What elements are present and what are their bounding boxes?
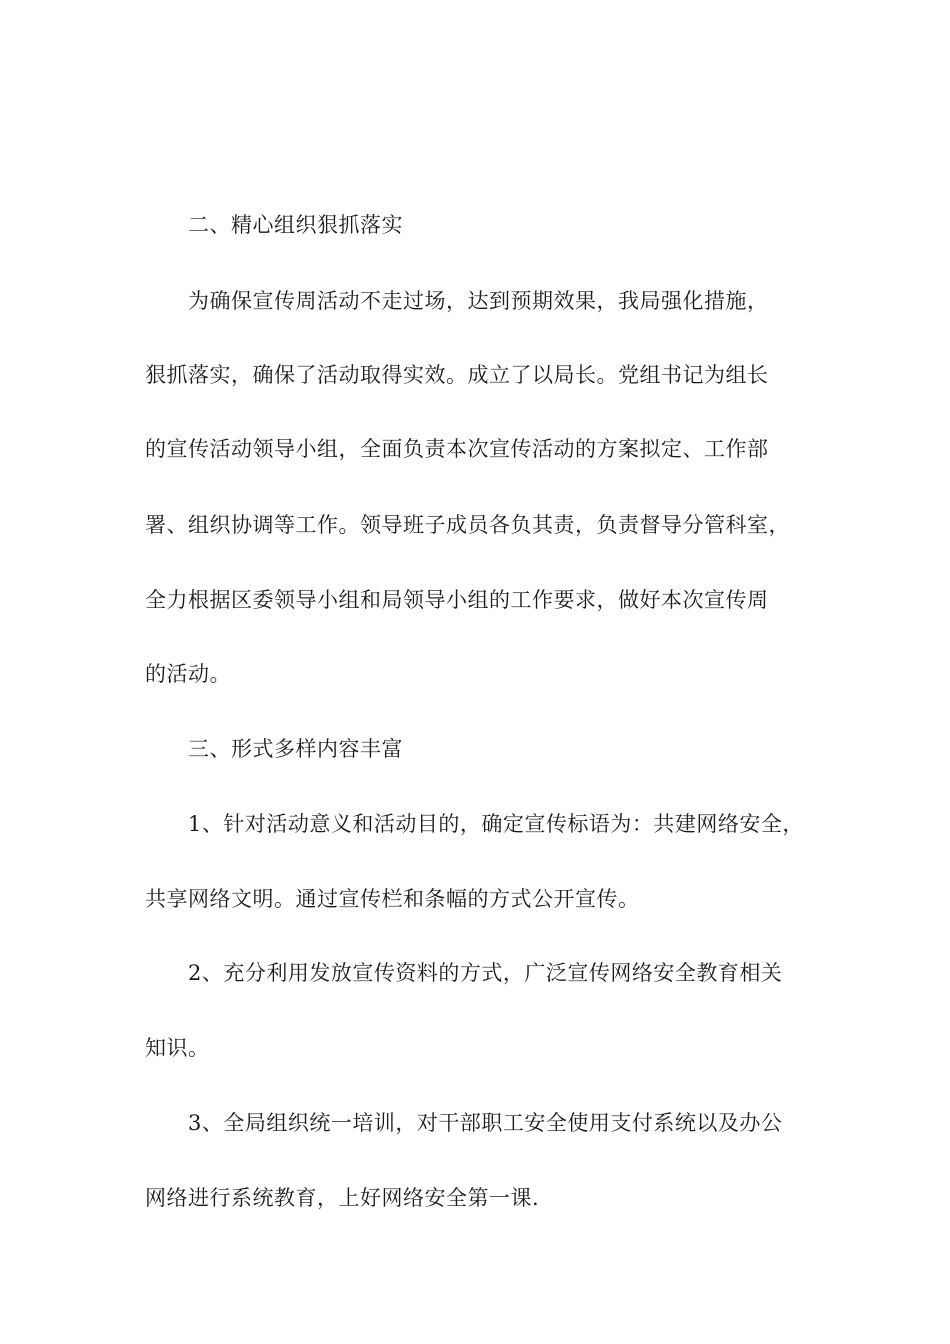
list-item-2: 2、充分利用发放宣传资料的方式，广泛宣传网络安全教育相关	[188, 961, 783, 985]
paragraph-line: 的宣传活动领导小组，全面负责本次宣传活动的方案拟定、工作部	[145, 437, 769, 461]
section-heading-3: 三、形式多样内容丰富	[188, 737, 403, 761]
list-item-2-continued: 知识。	[145, 1036, 210, 1060]
paragraph-line: 署、组织协调等工作。领导班子成员各负其责，负责督导分管科室，	[145, 513, 790, 537]
paragraph-line: 狠抓落实，确保了活动取得实效。成立了以局长。党组书记为组长	[145, 363, 769, 387]
paragraph-line: 为确保宣传周活动不走过场，达到预期效果，我局强化措施，	[188, 289, 769, 313]
paragraph-line: 全力根据区委领导小组和局领导小组的工作要求，做好本次宣传周	[145, 588, 769, 612]
list-item-1: 1、针对活动意义和活动目的，确定宣传标语为：共建网络安全，	[188, 812, 804, 836]
section-heading-2: 二、精心组织狠抓落实	[188, 213, 403, 237]
list-item-3: 3、全局组织统一培训，对干部职工安全使用支付系统以及办公	[188, 1111, 783, 1135]
list-item-3-continued: 网络进行系统教育，上好网络安全第一课.	[145, 1186, 540, 1210]
paragraph-line: 的活动。	[145, 662, 231, 686]
list-item-1-continued: 共享网络文明。通过宣传栏和条幅的方式公开宣传。	[145, 887, 640, 911]
